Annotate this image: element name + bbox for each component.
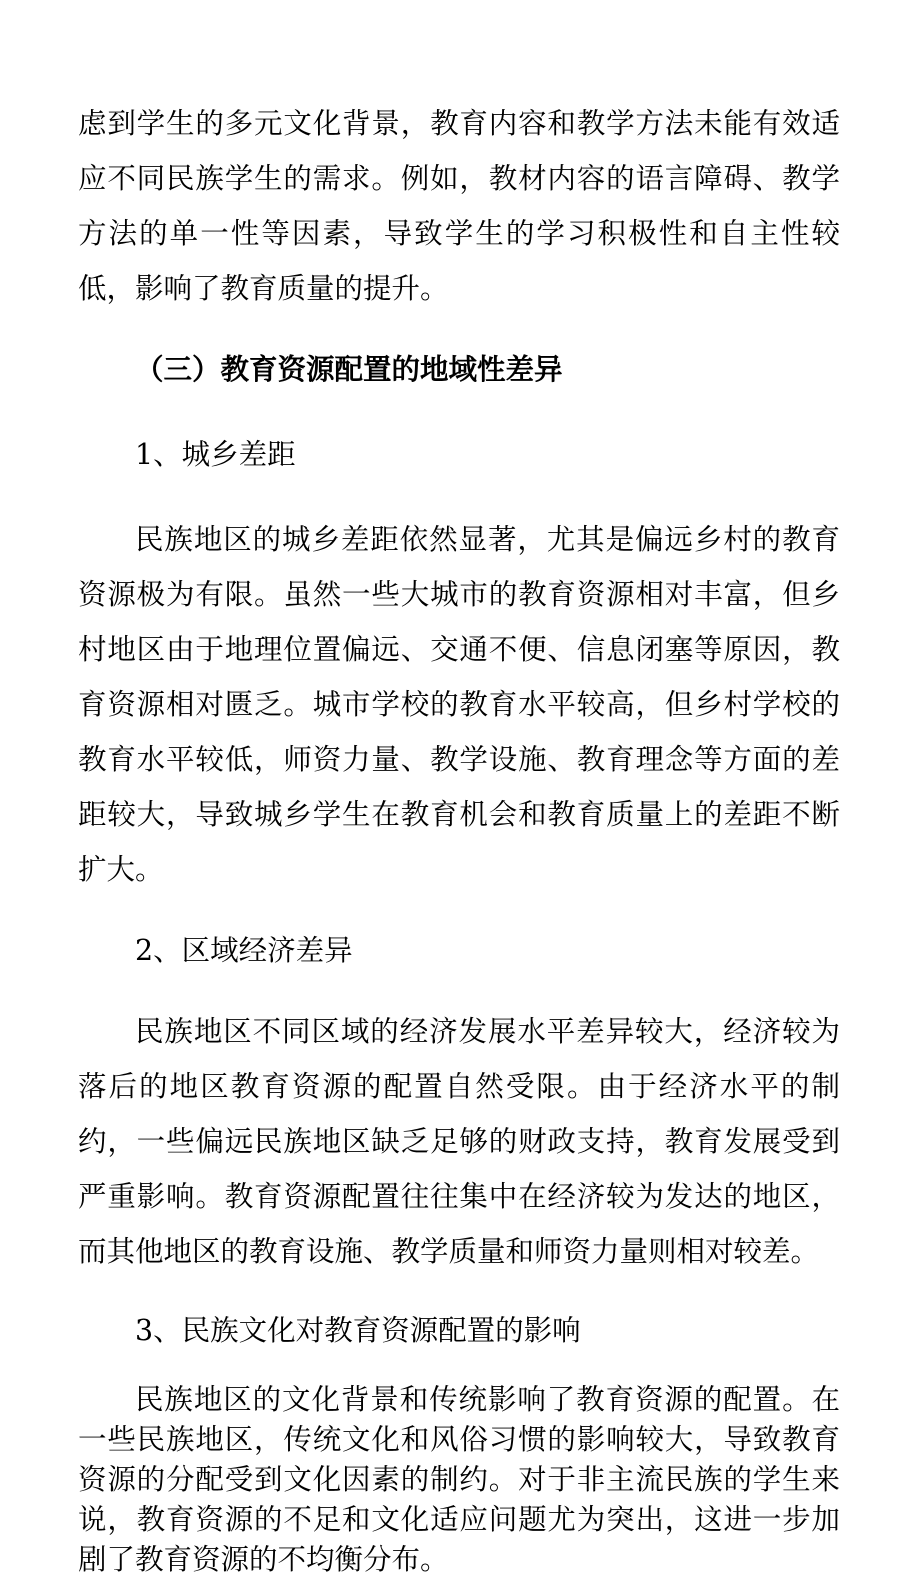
spacer (78, 316, 840, 342)
section-heading-three: （三）教育资源配置的地域性差异 (135, 352, 563, 386)
paragraph-urban-rural-gap: 民族地区的城乡差距依然显著，尤其是偏远乡村的教育资源极为有限。虽然一些大城市的教育资源相对丰富，但乡村地区由于地理位置偏远、交通不便、信息闭塞等原因，教育资源相对匮乏。城市学校的教育水平较高，但乡村学校的教育水平较低，师资力量、教学设施、教育理念等方面的差距较大，导致城乡学生在教育机会和教育质量上的差距不断扩大。 (78, 523, 840, 886)
paragraph-ethnic-culture-impact: 民族地区的文化背景和传统影响了教育资源的配置。在一些民族地区，传统文化和风俗习惯的影响较大，导致教育资源的分配受到文化因素的制约。对于非主流民族的学生来说，教育资源的不足和文化适应问题尤为突出，这进一步加剧了教育资源的不均衡分布。 (78, 1383, 840, 1576)
spacer (78, 482, 840, 512)
spacer (78, 897, 840, 923)
spacer (78, 397, 840, 427)
spacer (78, 1279, 840, 1303)
document-content (78, 96, 840, 1580)
paragraph-regional-economic-difference: 民族地区不同区域的经济发展水平差异较大，经济较为落后的地区教育资源的配置自然受限。由于经济水平的制约，一些偏远民族地区缺乏足够的财政支持，教育发展受到严重影响。教育资源配置往往集中在经济较为发达的地区，而其他地区的教育设施、教学质量和师资力量则相对较差。 (78, 1015, 840, 1268)
paragraph-continued-intro: 虑到学生的多元文化背景，教育内容和教学方法未能有效适应不同民族学生的需求。例如，教材内容的语言障碍、教学方法的单一性等因素，导致学生的学习积极性和自主性较低，影响了教育质量的提升。 (78, 107, 840, 305)
spacer (78, 978, 840, 1004)
subheading-regional-economic-difference: 2、区域经济差异 (135, 934, 353, 967)
spacer (78, 1358, 840, 1380)
subheading-ethnic-culture-impact: 3、民族文化对教育资源配置的影响 (135, 1314, 581, 1347)
subheading-urban-rural-gap: 1、城乡差距 (135, 438, 296, 471)
